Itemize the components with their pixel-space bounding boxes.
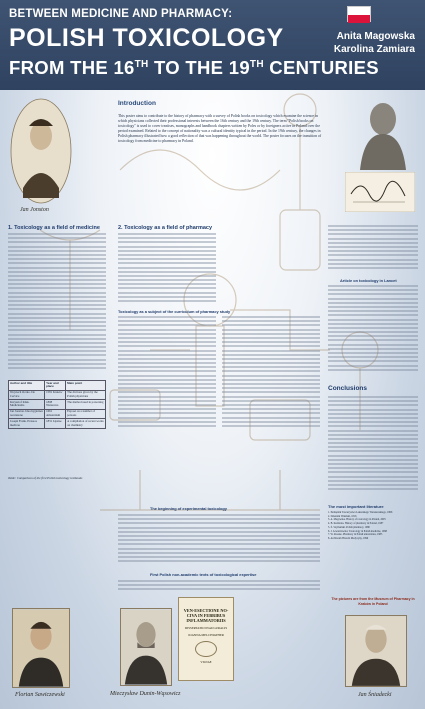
table-cell: The dictions given by the Polish physicians bbox=[66, 390, 106, 400]
header-subtitle: BETWEEN MEDICINE AND PHARMACY: bbox=[9, 8, 233, 20]
header-period bbox=[9, 57, 379, 79]
portrait-mieczyslaw-dunin-wasowicz bbox=[120, 608, 172, 686]
reference-item: 4. B. Kuźnicka. History of pharmacy in Poland, 1987 bbox=[328, 522, 384, 526]
table-cell: Wojciech Oczko. De Cervice bbox=[9, 390, 45, 400]
period-part-a: FROM THE 16 bbox=[9, 57, 135, 78]
section-3-subtitle-1: Article on toxicology in Lancet bbox=[340, 278, 397, 283]
caption-jan-sniadecki: Jan Śniadecki bbox=[358, 692, 392, 698]
section-3-text-a bbox=[328, 225, 418, 275]
conclusions-title: Conclusions bbox=[328, 385, 368, 392]
section-1-title: 1. Toxicology as a field of medicine bbox=[8, 225, 100, 231]
book-subtitle: DISSERTATIO INAUGURALIS bbox=[184, 626, 228, 630]
table-header-row bbox=[9, 381, 106, 391]
section-2-text-a bbox=[118, 233, 216, 305]
table-row bbox=[9, 390, 106, 400]
table-cell: Krzysztof Kluk. Medicinalia bbox=[9, 400, 45, 410]
poster-header bbox=[0, 0, 425, 90]
section-2-text-e bbox=[118, 580, 320, 592]
table-cell: The method used in poisoning bbox=[66, 400, 106, 410]
table-cell: Joseph Frank. Praxeos medicae bbox=[9, 419, 45, 429]
table-cell: Jan Jonston. Idea hygieines recensione bbox=[10, 409, 43, 418]
reference-item: 1. Pamiętnik Towarzystwa Lekarskiego Warszawskiego, 1866 bbox=[328, 511, 393, 514]
section-1-text bbox=[8, 233, 106, 375]
section-2-text-d bbox=[118, 514, 320, 566]
reference-item: 5. Ż. Szymański. Polish pharmacy, 1980 bbox=[328, 525, 370, 529]
period-part-b: TO THE 19 bbox=[148, 57, 250, 78]
table-row bbox=[9, 419, 106, 429]
authors bbox=[334, 30, 415, 56]
portrait-florian-sawiczewski bbox=[12, 608, 70, 688]
section-2-subtitle-2: The beginning of experimental toxicology bbox=[150, 506, 227, 511]
table-caption: Table: Comparison of the first Polish toxicology textbooks bbox=[8, 476, 83, 480]
header-title: POLISH TOXICOLOGY bbox=[9, 24, 284, 52]
manuscript-signature bbox=[345, 172, 415, 212]
reference-item: 3. A. Magowska. History of toxicology in Poland, 2005 bbox=[328, 518, 386, 522]
book-title: VEN-ESECTIONE NO- CIVA IN FEBRIBUS INFLAMMATORIIS bbox=[183, 608, 229, 623]
caption-florian-sawiczewski: Florian Sawiczewski bbox=[15, 692, 65, 698]
author-2: Karolina Zamiara bbox=[333, 44, 415, 55]
book-author: JOANNA MELCHIATHER bbox=[188, 633, 224, 637]
table-cell: 1831 Lipsiae bbox=[45, 419, 66, 429]
conclusions-text bbox=[328, 396, 418, 500]
intro-text: This poster aims to contribute to the history of pharmacy with a survey of Polish books on toxicology which examine the science in which physicians collected their professional interests between the 16th century and the 19th century. The term "Polish books on toxicology" is used to cover treatises, monographs and handbook chapters written by Poles or by foreigners active in Poland over the period examined. Related to the concept of nationality was a cultural identity typical in the period. In the 19th century, the changes in Polish pharmacy illustrated how a good reflection of that was happening throughout the world. The poster focuses on the transition of toxicology from medicine to pharmacy in Poland. bbox=[118, 114, 322, 143]
period-part-c: CENTURIES bbox=[263, 57, 379, 78]
author-1: Anita Magowska bbox=[336, 31, 415, 42]
period-sup-2: TH bbox=[249, 58, 264, 70]
portrait-jan-sniadecki bbox=[345, 615, 407, 687]
book-ornament-icon bbox=[195, 641, 217, 657]
polish-flag-icon bbox=[347, 6, 371, 22]
section-2-subtitle-3: First Polish non-academic texts of toxicological expertise bbox=[150, 572, 257, 577]
section-2-title: 2. Toxicology as a field of pharmacy bbox=[118, 225, 213, 231]
intro-title: Introduction bbox=[118, 100, 156, 107]
table-header: Year and place bbox=[45, 381, 66, 391]
table-row bbox=[9, 409, 106, 419]
textbook-table bbox=[8, 380, 106, 429]
caption-jan-jonston-top: Jan Jonston bbox=[20, 207, 49, 213]
table-cell: Exposé on a number of poisons bbox=[66, 409, 106, 419]
table-cell: 1661 Amsterdam bbox=[45, 409, 66, 419]
reference-item: 7. W. Roeske. Pharmacy in Polish universities, 1985 bbox=[328, 533, 383, 537]
table-cell: 1808 Warszawa bbox=[45, 400, 66, 410]
book-imprint: VILNAE bbox=[200, 660, 212, 664]
table-row bbox=[9, 400, 106, 410]
reference-item: 2. Dziennik Wileński, 1816 bbox=[328, 514, 357, 518]
title-page-illustration bbox=[178, 597, 234, 681]
period-sup-1: TH bbox=[134, 58, 149, 70]
section-3-text-b bbox=[328, 285, 418, 380]
section-2-text-c bbox=[222, 316, 320, 436]
section-2-subtitle-1: Toxicology as a subject of the curriculum of pharmacy study bbox=[118, 309, 231, 314]
table-cell: 1581 Kraków bbox=[45, 390, 66, 400]
table-header: Author and title bbox=[9, 381, 45, 391]
museum-note: The pictures are from the Museum of Pharmacy in Kraków in Poland bbox=[331, 597, 415, 606]
table-cell: A compilation of recent works on chemistry bbox=[67, 418, 104, 427]
bust-photo bbox=[352, 95, 414, 170]
portrait-jan-jonston-top bbox=[9, 96, 73, 206]
reference-item: 6. J. Lewandowski. Toxicology in Polish medicine, 1998 bbox=[328, 529, 387, 533]
table-header: Main point bbox=[66, 381, 106, 391]
references-list bbox=[328, 511, 418, 541]
caption-mieczyslaw-dunin-wasowicz: Mieczysław Dunin-Wąsowicz bbox=[110, 691, 181, 697]
references-title: The most important literature bbox=[328, 504, 384, 509]
section-2-text-b bbox=[118, 316, 216, 436]
reference-item: 8. Archiwum Historii Medycyny, 1999 bbox=[328, 536, 369, 540]
